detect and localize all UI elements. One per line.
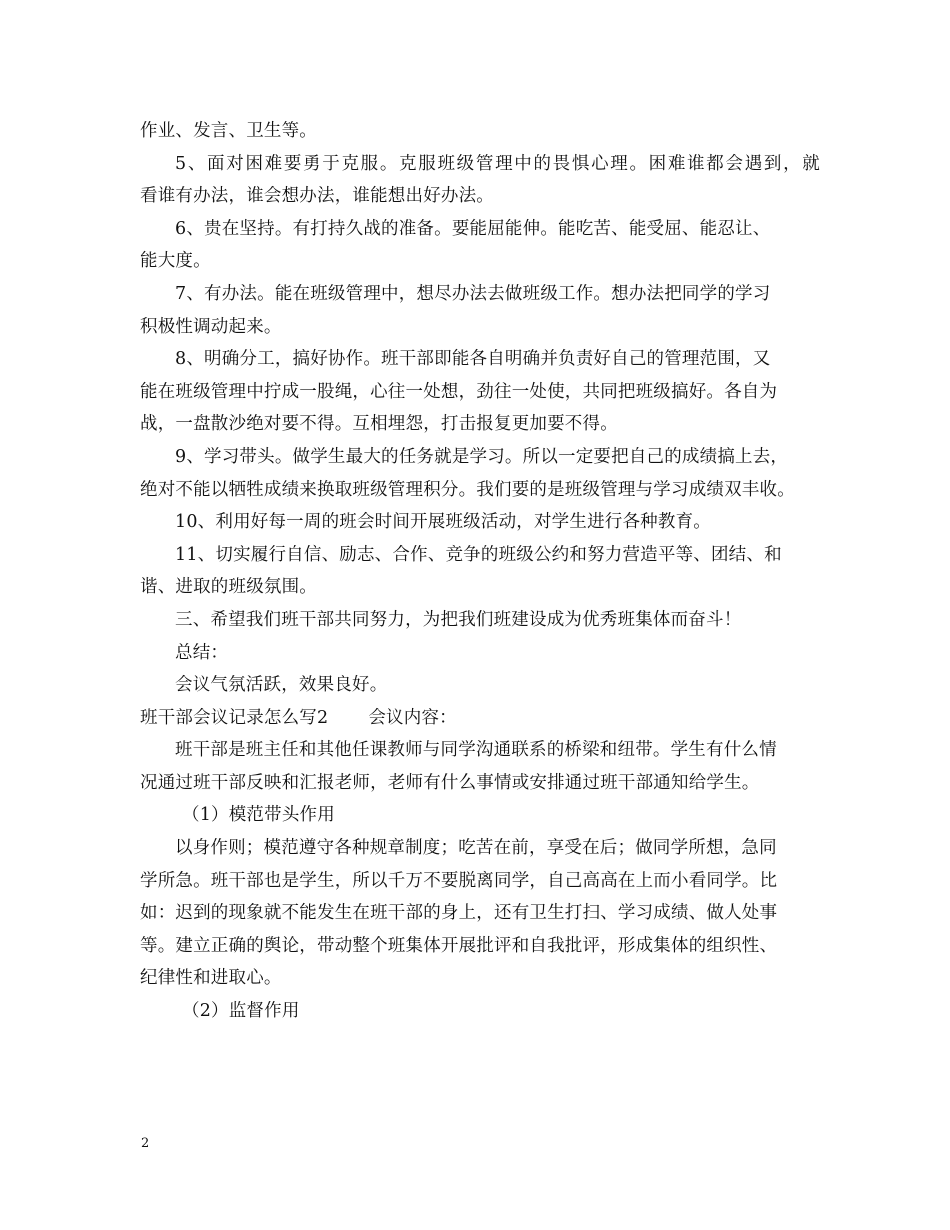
paragraph-line: 会议气氛活跃，效果良好。 bbox=[175, 675, 388, 696]
section-title: 班干部会议记录怎么写2 bbox=[140, 707, 329, 728]
paragraph-line: 以身作则；模范遵守各种规章制度；吃苦在前，享受在后；做同学所想，急同 bbox=[175, 838, 777, 859]
document-body bbox=[140, 115, 830, 1028]
paragraph-line: 班干部是班主任和其他任课教师与同学沟通联系的桥梁和纽带。学生有什么情 bbox=[175, 740, 777, 761]
paragraph-line: 看谁有办法，谁会想办法，谁能想出好办法。 bbox=[140, 186, 494, 207]
paragraph-line: 7、有办法。能在班级管理中，想尽办法去做班级工作。想办法把同学的学习 bbox=[175, 283, 771, 304]
paragraph-line: 积极性调动起来。 bbox=[140, 316, 282, 337]
page-number: 2 bbox=[141, 1136, 150, 1151]
paragraph-line: 5、面对困难要勇于克服。克服班级管理中的畏惧心理。困难谁都会遇到，就 bbox=[175, 153, 820, 174]
paragraph-line: 学所急。班干部也是学生，所以千万不要脱离同学，自己高高在上而小看同学。比 bbox=[140, 870, 778, 891]
paragraph-line: 能在班级管理中拧成一股绳，心往一处想，劲往一处使，共同把班级搞好。各自为 bbox=[140, 381, 778, 402]
paragraph-line: 能大度。 bbox=[140, 251, 211, 272]
paragraph-line: 三、希望我们班干部共同努力，为把我们班建设成为优秀班集体而奋斗！ bbox=[175, 609, 742, 630]
paragraph-line: 作业、发言、卫生等。 bbox=[140, 121, 317, 141]
paragraph-line: 如：迟到的现象就不能发生在班干部的身上，还有卫生打扫、学习成绩、做人处事 bbox=[140, 903, 778, 924]
paragraph-line: 9、学习带头。做学生最大的任务就是学习。所以一定要把自己的成绩搞上去， bbox=[175, 446, 789, 467]
paragraph-line: 况通过班干部反映和汇报老师，老师有什么事情或安排通过班干部通知给学生。 bbox=[140, 772, 760, 793]
paragraph-line: 8、明确分工，搞好协作。班干部即能各自明确并负责好自己的管理范围，又 bbox=[175, 349, 771, 370]
section-subtitle: 会议内容： bbox=[368, 707, 457, 728]
paragraph-line: 谐、进取的班级氛围。 bbox=[140, 577, 317, 598]
paragraph-line: 6、贵在坚持。有打持久战的准备。要能屈能伸。能吃苦、能受屈、能忍让、 bbox=[175, 218, 771, 239]
section-heading bbox=[140, 702, 830, 735]
paragraph-line: 绝对不能以牺牲成绩来换取班级管理积分。我们要的是班级管理与学习成绩双丰收。 bbox=[140, 479, 795, 500]
subheading-line: （1）模范带头作用 bbox=[182, 805, 335, 826]
subheading-line: （2）监督作用 bbox=[182, 1001, 300, 1022]
paragraph-line: 总结： bbox=[175, 642, 229, 663]
paragraph-line: 战，一盘散沙绝对要不得。互相埋怨，打击报复更加要不得。 bbox=[140, 414, 618, 435]
paragraph-line: 10、利用好每一周的班会时间开展班级活动，对学生进行各种教育。 bbox=[175, 512, 711, 533]
paragraph-line: 纪律性和进取心。 bbox=[140, 968, 282, 989]
paragraph-line: 11、切实履行自信、励志、合作、竞争的班级公约和努力营造平等、团结、和 bbox=[175, 544, 782, 565]
paragraph-line: 等。建立正确的舆论，带动整个班集体开展批评和自我批评，形成集体的组织性、 bbox=[140, 935, 778, 956]
